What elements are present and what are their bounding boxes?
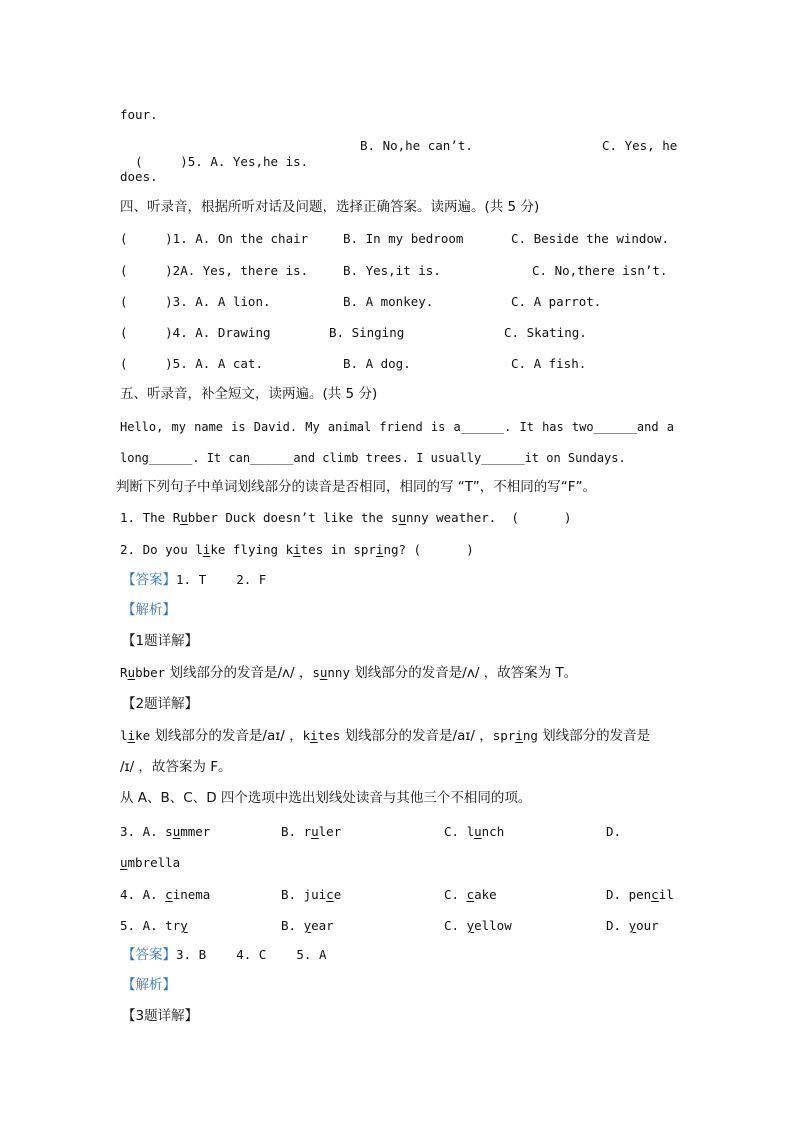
choose-q5-a [120,918,188,934]
t: r [303,824,312,839]
answer: 1. T 2. F [176,572,267,587]
t: 划线部分的发音是 [537,728,651,744]
question-item: ( )1. A. On the chair [120,231,309,246]
judge-question-2 [120,542,474,558]
t: s [165,824,173,839]
t: ke [135,728,151,743]
t: e [333,887,342,902]
underlined: y [303,918,312,933]
t: pen [628,887,652,902]
choose-q5-d [606,918,659,934]
question-item: ( )5. A. A cat. [120,356,263,371]
choose-q5-c [444,918,512,934]
detail-label: 【3题详解】 [122,1008,199,1024]
t: k [302,728,311,743]
t: nch [481,824,505,839]
t: s [390,510,399,525]
underlined: u [172,824,181,839]
t: B. [281,887,304,902]
answer-line [122,572,266,588]
underlined: c [326,887,334,902]
t: l [466,824,475,839]
t: ng [522,728,538,743]
underlined: u [120,855,128,870]
choose-q3-b [281,824,341,840]
t: bber [135,665,166,680]
t: 4. A. [120,887,166,902]
instruction: 判断下列句子中单词划线部分的读音是否相同，相同的写 “T”，不相同的写“F”。 [116,479,596,495]
underlined: i [127,728,136,743]
t: mbrella [127,855,181,870]
underlined: u [319,665,328,680]
option-c: C. Beside the window. [511,231,670,246]
underlined: i [310,728,318,743]
option-c: C. No,there isn’t. [532,263,668,278]
t: 划线部分的发音是/ʌ/ ， [165,665,313,681]
detail-label: 【1题详解】 [122,633,199,649]
t: ler [318,824,342,839]
option-b: B. Singing [329,325,405,340]
t: l [195,542,203,557]
t: C. [444,918,467,933]
question-part3-5 [120,138,308,170]
t: 划线部分的发音是/aɪ/ ， [340,728,493,744]
choose-q3-d-word [120,855,180,871]
t: mmer [180,824,211,839]
t: il [658,887,674,902]
t: R [172,510,181,525]
answer-label: 【答案】 [122,947,176,963]
cloze-line: long______. It can______and climb trees. I usually______it on Sundays. [120,451,626,465]
t: C. [444,824,467,839]
t: nny [327,665,350,680]
t: ng? ( ) [383,542,474,557]
analysis-label: 【解析】 [122,977,176,993]
question-item: ( )4. A. Drawing [120,325,271,340]
question-number: ( )5. A. Yes,he is. [135,154,309,169]
option-c: C. Yes, he [602,138,678,153]
text-line: four. [120,107,158,122]
underlined: i [375,542,384,557]
underlined: c [466,887,475,902]
question-item: ( )2A. Yes, there is. [120,263,309,278]
t: bber Duck doesn’t like the [187,510,391,525]
option-c: C. A fish. [511,356,587,371]
section-heading-4: 四、听录音，根据所听对话及问题，选择正确答案。读两遍。(共 5 分) [120,199,540,215]
detail-1 [120,665,577,681]
t: our [636,918,659,933]
choose-q4-b [281,887,341,903]
underlined: c [651,887,659,902]
option-b: B. A monkey. [343,294,434,309]
answer-line [122,947,327,963]
detail-2 [120,728,650,744]
choose-q3-c [444,824,504,840]
t: spr [492,728,516,743]
t: 5. A. [120,918,166,933]
underlined: u [180,510,188,525]
choose-q4-a [120,887,210,903]
option-b: B. In my bedroom [343,231,464,246]
detail-2-cont: /ɪ/ ，故答案为 F。 [120,759,232,775]
t: nny weather. ( ) [406,510,572,525]
t: jui [303,887,327,902]
t: inema [172,887,211,902]
t: 3. A. [120,824,166,839]
text-line: does. [120,169,158,184]
underlined: u [127,665,136,680]
option-b: B. No,he can’t. [360,138,473,153]
answer: 3. B 4. C 5. A [176,947,327,962]
t: tes [317,728,341,743]
underlined: i [202,542,211,557]
instruction: 从 A、B、C、D 四个选项中选出划线处读音与其他三个不相同的项。 [120,790,532,806]
choose-q5-b [281,918,334,934]
t: tr [165,918,181,933]
section-heading-5: 五、听录音，补全短文，读两遍。(共 5 分) [120,386,378,402]
t: 划线部分的发音是/aɪ/ ， [150,728,303,744]
t: 2. Do you [120,542,196,557]
answer-label: 【答案】 [122,572,176,588]
t: ke flying k [210,542,294,557]
t: ear [311,918,334,933]
t: ellow [474,918,512,933]
t: 划线部分的发音是/ʌ/ ，故答案为 T。 [349,665,578,681]
t: R [120,665,128,680]
choose-q3-a [120,824,210,840]
option-b: B. Yes,it is. [343,263,441,278]
analysis-label: 【解析】 [122,602,176,618]
question-item: ( )3. A. A lion. [120,294,271,309]
underlined: i [515,728,523,743]
t: s [312,665,320,680]
choose-q4-d [606,887,674,903]
t: B. [281,824,304,839]
t: l [120,728,128,743]
t: ake [474,887,497,902]
underlined: u [398,510,407,525]
option-c: C. Skating. [504,325,587,340]
underlined: y [180,918,188,933]
underlined: u [474,824,482,839]
underlined: i [293,542,301,557]
t: tes in spr [300,542,376,557]
underlined: y [466,918,475,933]
option-b: B. A dog. [343,356,411,371]
choose-q4-c [444,887,497,903]
t: 1. The [120,510,173,525]
choose-q3-d: D. [606,824,622,839]
judge-question-1 [120,510,572,526]
t: B. [281,918,304,933]
detail-label: 【2题详解】 [122,696,199,712]
underlined: c [165,887,173,902]
cloze-line: Hello, my name is David. My animal friend is a______. It has two______and a [120,420,674,434]
underlined: u [311,824,319,839]
underlined: y [628,918,637,933]
t: D. [606,918,629,933]
t: D. [606,887,629,902]
t: C. [444,887,467,902]
option-c: C. A parrot. [511,294,602,309]
